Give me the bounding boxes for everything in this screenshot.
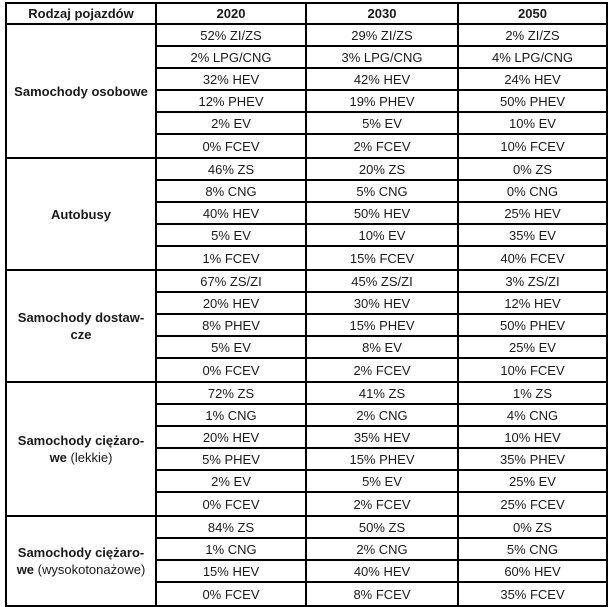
vehicle-type-bold: Samochody osobowe [14, 83, 148, 99]
cell-2050: 4% LPG/CNG [492, 49, 573, 65]
table-row [157, 517, 606, 539]
cell-2030: 45% ZS/ZI [307, 271, 459, 291]
cell-2050: 25% FCEV [500, 496, 565, 512]
cell-2020: 1% FCEV [157, 247, 307, 269]
cell-2020: 20% HEV [157, 427, 307, 447]
values-column-group [157, 159, 606, 269]
cell-2030: 10% EV [307, 225, 459, 245]
cell-2030: 20% ZS [307, 159, 459, 179]
cell-2030: 8% FCEV [307, 583, 459, 605]
cell-2030: 15% FCEV [307, 247, 459, 269]
cell-2020: 32% HEV [157, 69, 307, 89]
cell-2050: 12% HEV [504, 295, 561, 311]
cell-2020: 0% FCEV [157, 359, 307, 381]
table-row [157, 561, 606, 583]
cell-2020: 12% PHEV [157, 91, 307, 111]
cell-2030: 2% FCEV [307, 493, 459, 515]
cell-2030: 42% HEV [307, 69, 459, 89]
cell-2030: 41% ZS [307, 383, 459, 403]
cell-2020: 8% PHEV [157, 315, 307, 335]
cell-2050: 40% FCEV [500, 250, 565, 266]
values-column-group [157, 25, 606, 157]
cell-2050: 25% HEV [504, 205, 561, 221]
cell-2020: 46% ZS [157, 159, 307, 179]
cell-2030: 5% EV [307, 471, 459, 491]
cell-2030: 2% FCEV [307, 135, 459, 157]
cell-2020: 84% ZS [157, 517, 307, 537]
cell-2020: 0% FCEV [157, 583, 307, 605]
cell-2030: 8% EV [307, 337, 459, 357]
table-row [157, 69, 606, 91]
cell-2050: 24% HEV [504, 71, 561, 87]
header-2050: 2050 [518, 6, 547, 21]
values-column-group [157, 517, 606, 605]
vehicle-type-bold: Autobusy [51, 206, 111, 222]
cell-2020: 5% EV [157, 225, 307, 245]
cell-2050: 25% EV [509, 473, 556, 489]
table-row [157, 47, 606, 69]
table-row [157, 315, 606, 337]
cell-2030: 50% HEV [307, 203, 459, 223]
cell-2030: 15% PHEV [307, 315, 459, 335]
cell-2030: 2% FCEV [307, 359, 459, 381]
cell-2030: 29% ZI/ZS [307, 25, 459, 45]
group-light-trucks [5, 383, 608, 517]
cell-2030: 30% HEV [307, 293, 459, 313]
group-buses [5, 159, 608, 271]
cell-2050: 5% CNG [506, 541, 559, 557]
cell-2020: 2% LPG/CNG [157, 47, 307, 67]
cell-2030: 50% ZS [307, 517, 459, 537]
header-vehicle-type: Rodzaj pojazdów [7, 4, 157, 23]
cell-2030: 5% CNG [307, 181, 459, 201]
vehicle-type-bold: Samochody dostaw- cze [17, 310, 145, 342]
cell-2030: 19% PHEV [307, 91, 459, 111]
cell-2020: 2% EV [157, 113, 307, 133]
cell-2020: 5% EV [157, 337, 307, 357]
cell-2020: 72% ZS [157, 383, 307, 403]
cell-2050: 60% HEV [504, 563, 561, 579]
table-row [157, 91, 606, 113]
cell-2020: 0% FCEV [157, 493, 307, 515]
vehicle-type-text [14, 83, 148, 100]
group-vans [5, 271, 608, 383]
vehicle-type-subtype: (wysokotonażowe) [34, 562, 146, 577]
cell-2050: 10% FCEV [500, 138, 565, 154]
cell-2050: 10% FCEV [500, 362, 565, 378]
table-row [157, 247, 606, 269]
cell-2030: 35% HEV [307, 427, 459, 447]
table-header-row [5, 2, 608, 25]
cell-2050: 4% CNG [506, 407, 559, 423]
cell-2050: 10% EV [509, 115, 556, 131]
cell-2020: 0% FCEV [157, 135, 307, 157]
cell-2020: 20% HEV [157, 293, 307, 313]
table-row [157, 337, 606, 359]
cell-2050: 0% CNG [506, 183, 559, 199]
table-row [157, 405, 606, 427]
cell-2050: 35% FCEV [500, 586, 565, 602]
vehicle-type-label [7, 383, 157, 515]
cell-2030: 2% CNG [307, 539, 459, 559]
cell-2020: 15% HEV [157, 561, 307, 581]
table-row [157, 271, 606, 293]
cell-2050: 0% ZS [512, 161, 552, 177]
cell-2030: 40% HEV [307, 561, 459, 581]
table-row [157, 203, 606, 225]
table-row [157, 225, 606, 247]
vehicle-type-text [18, 432, 144, 466]
cell-2030: 5% EV [307, 113, 459, 133]
table-row [157, 583, 606, 605]
vehicle-type-text [51, 206, 111, 223]
cell-2050: 2% ZI/ZS [505, 27, 560, 43]
group-heavy-trucks [5, 517, 608, 607]
table-row [157, 493, 606, 515]
table-row [157, 181, 606, 203]
cell-2050: 50% PHEV [499, 317, 566, 333]
cell-2020: 2% EV [157, 471, 307, 491]
table-row [157, 135, 606, 157]
table-row [157, 471, 606, 493]
cell-2050: 1% ZS [512, 385, 552, 401]
cell-2050: 50% PHEV [499, 93, 566, 109]
cell-2050: 35% PHEV [499, 451, 566, 467]
cell-2030: 2% CNG [307, 405, 459, 425]
table-row [157, 159, 606, 181]
vehicle-type-text [17, 544, 146, 578]
table-row [157, 383, 606, 405]
cell-2020: 52% ZI/ZS [157, 25, 307, 45]
vehicle-type-bold: Samochody ciężaro- we [16, 545, 145, 577]
cell-2030: 15% PHEV [307, 449, 459, 469]
vehicle-type-bold: Samochody ciężaro- we [17, 433, 145, 465]
values-column-group [157, 383, 606, 515]
table-row [157, 359, 606, 381]
vehicle-share-table [5, 2, 608, 607]
table-row [157, 427, 606, 449]
header-2030: 2030 [307, 4, 459, 23]
vehicle-type-label [7, 271, 157, 381]
cell-2020: 1% CNG [157, 539, 307, 559]
table-row [157, 449, 606, 471]
table-row [157, 293, 606, 315]
cell-2030: 3% LPG/CNG [307, 47, 459, 67]
group-passenger-cars [5, 25, 608, 159]
header-2020: 2020 [157, 4, 307, 23]
table-row [157, 113, 606, 135]
vehicle-type-text [18, 309, 144, 343]
table-row [157, 25, 606, 47]
table-row [157, 539, 606, 561]
cell-2050: 35% EV [509, 227, 556, 243]
vehicle-type-subtype: (lekkie) [66, 450, 113, 465]
cell-2020: 8% CNG [157, 181, 307, 201]
cell-2050: 10% HEV [504, 429, 561, 445]
cell-2050: 3% ZS/ZI [505, 273, 560, 289]
cell-2050: 0% ZS [512, 519, 552, 535]
cell-2020: 1% CNG [157, 405, 307, 425]
values-column-group [157, 271, 606, 381]
cell-2020: 67% ZS/ZI [157, 271, 307, 291]
vehicle-type-label [7, 159, 157, 269]
vehicle-type-label [7, 517, 157, 605]
cell-2020: 40% HEV [157, 203, 307, 223]
cell-2050: 25% EV [509, 339, 556, 355]
vehicle-type-label [7, 25, 157, 157]
cell-2020: 5% PHEV [157, 449, 307, 469]
